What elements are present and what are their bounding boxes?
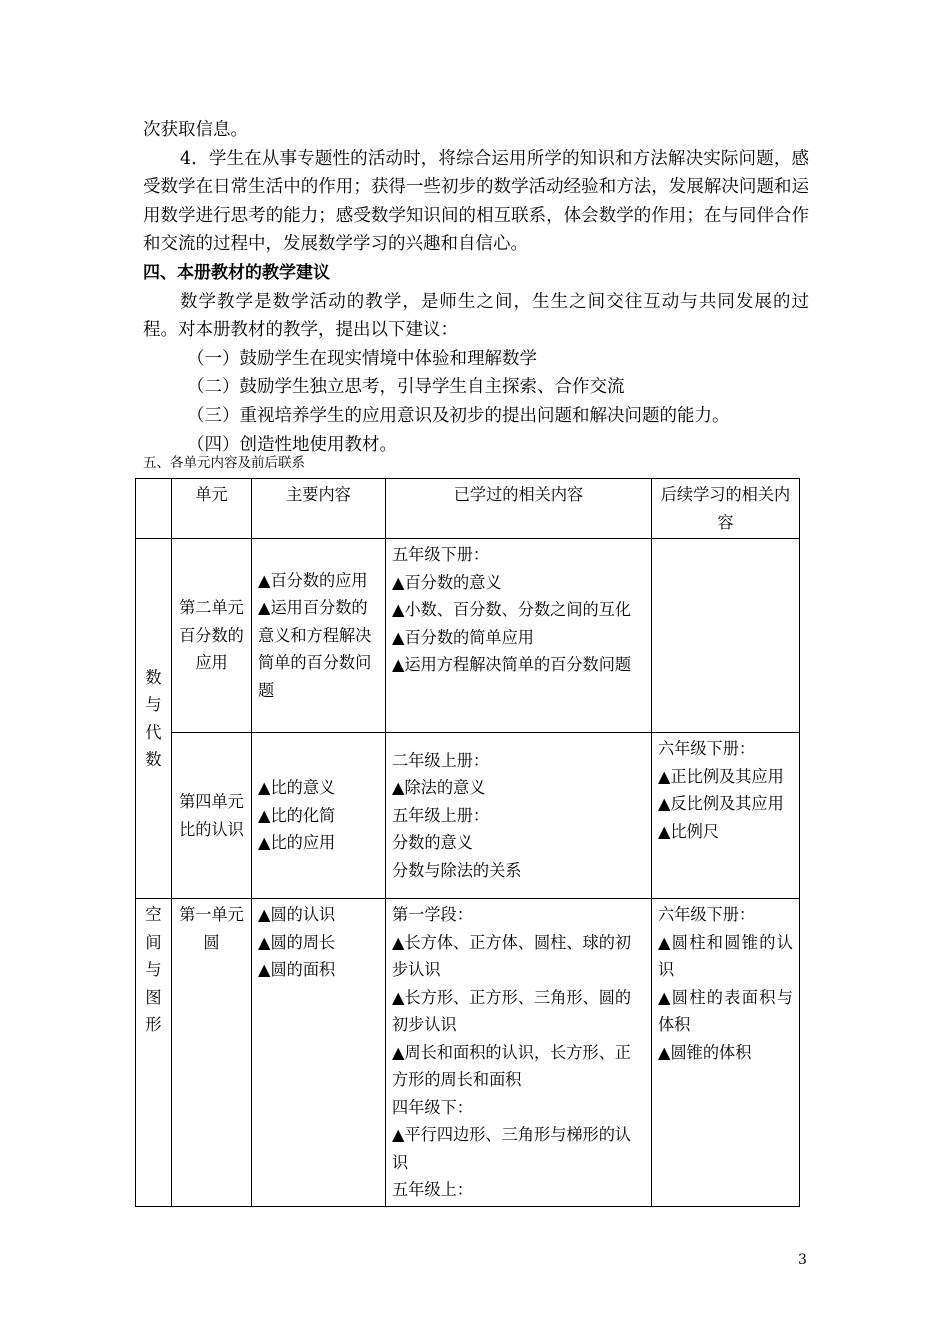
list-item: 分数与除法的关系 [392, 860, 522, 880]
list-item: ▲圆柱的表面积与体积 [658, 987, 793, 1034]
list-item: 分数的意义 [392, 833, 473, 853]
unit-line: 百分数的应用 [179, 625, 244, 673]
list-item: 第一学段： [392, 905, 473, 924]
list-item: ▲正比例及其应用 [658, 766, 784, 786]
list-item: ▲圆柱和圆锥的认识 [658, 932, 793, 979]
list-item: ▲圆的周长 [258, 932, 336, 952]
body-text [143, 116, 809, 459]
later-content-cell [652, 539, 800, 733]
main-content-cell [252, 733, 386, 899]
header-empty-cell [136, 479, 172, 539]
paragraph-continuation: 次获取信息。 [143, 120, 248, 140]
section-label-space-shape: 空间与图形 [136, 899, 172, 1207]
prior-content-cell [386, 733, 652, 899]
list-item: 二年级上册： [392, 750, 490, 770]
unit-cell [172, 539, 252, 733]
list-item: ▲运用百分数的意义和方程解决简单的百分数问题 [258, 598, 372, 700]
header-prior-content: 已学过的相关内容 [386, 479, 652, 539]
list-item: ▲长方体、正方体、圆柱、球的初步认识 [392, 932, 632, 979]
unit-line: 比的认识 [179, 819, 244, 839]
list-item: ▲比的应用 [258, 833, 336, 853]
prior-content-cell [386, 899, 652, 1207]
list-item: ▲运用方程解决简单的百分数问题 [392, 655, 632, 674]
list-item: 五年级上册： [392, 805, 490, 825]
list-item: ▲百分数的应用 [258, 570, 368, 590]
table-header-row [136, 479, 800, 539]
section-heading-4: 四、本册教材的教学建议 [143, 262, 330, 283]
header-main-content: 主要内容 [252, 479, 386, 539]
list-item: 四年级下： [392, 1097, 473, 1117]
list-item: ▲圆的面积 [258, 960, 336, 979]
unit-line: 第四单元 [179, 792, 244, 811]
main-content-cell [252, 539, 386, 733]
list-item: ▲反比例及其应用 [658, 794, 784, 813]
list-item: ▲百分数的简单应用 [392, 627, 534, 647]
unit-line: 第一单元 [179, 905, 244, 924]
list-item: 六年级下册： [658, 739, 756, 758]
list-item: ▲比例尺 [658, 821, 720, 841]
page-number: 3 [798, 1252, 807, 1268]
suggestion-4: （四）创造性地使用教材。 [187, 434, 397, 455]
list-item: ▲比的意义 [258, 778, 336, 798]
table-row [136, 899, 800, 1207]
list-item: ▲除法的意义 [392, 778, 486, 798]
unit-cell [172, 899, 252, 1207]
table-row [136, 733, 800, 899]
unit-line: 第二单元 [179, 598, 244, 618]
list-item: ▲比的化简 [258, 805, 336, 825]
list-item: ▲长方形、正方形、三角形、圆的初步认识 [392, 987, 632, 1034]
section-label-number-algebra: 数与代数 [136, 539, 172, 899]
suggestion-1: （一）鼓励学生在现实情境中体验和理解数学 [187, 348, 537, 369]
list-item: 五年级上： [392, 1180, 473, 1199]
list-item: ▲百分数的意义 [392, 572, 502, 592]
later-content-cell [652, 733, 800, 899]
later-content-cell [652, 899, 800, 1207]
unit-line: 圆 [203, 932, 220, 952]
main-content-cell [252, 899, 386, 1207]
list-item: 五年级下册： [392, 545, 490, 564]
suggestion-2: （二）鼓励学生独立思考，引导学生自主探索、合作交流 [187, 377, 625, 398]
list-item: ▲圆的认识 [258, 905, 336, 924]
header-later-content: 后续学习的相关内容 [652, 479, 800, 539]
list-item: ▲平行四边形、三角形与梯形的认识 [392, 1125, 632, 1172]
paragraph-item-4: 4．学生在从事专题性的活动时，将综合运用所学的知识和方法解决实际问题，感受数学在日常生活中的作用；获得一些初步的数学活动经验和方法，发展解决问题和运用数学进行思考的能力；感受数学知识间的相互联系，体会数学的作用；在与同伴合作和交流的过程中，发展数学学习的兴趣和自信心。 [143, 148, 809, 255]
list-item: ▲圆锥的体积 [658, 1042, 752, 1062]
list-item: ▲小数、百分数、分数之间的互化 [392, 600, 632, 619]
unit-cell [172, 733, 252, 899]
table-caption: 五、各单元内容及前后联系 [143, 455, 305, 471]
paragraph-teaching: 数学教学是数学活动的教学，是师生之间，生生之间交往互动与共同发展的过程。对本册教材的教学，提出以下建议： [143, 291, 809, 341]
table-row [136, 539, 800, 733]
unit-content-table [135, 478, 800, 1207]
header-unit: 单元 [172, 479, 252, 539]
list-item: 六年级下册： [658, 905, 756, 924]
suggestion-3: （三）重视培养学生的应用意识及初步的提出问题和解决问题的能力。 [187, 405, 730, 426]
prior-content-cell [386, 539, 652, 733]
list-item: ▲周长和面积的认识，长方形、正方形的周长和面积 [392, 1042, 632, 1089]
